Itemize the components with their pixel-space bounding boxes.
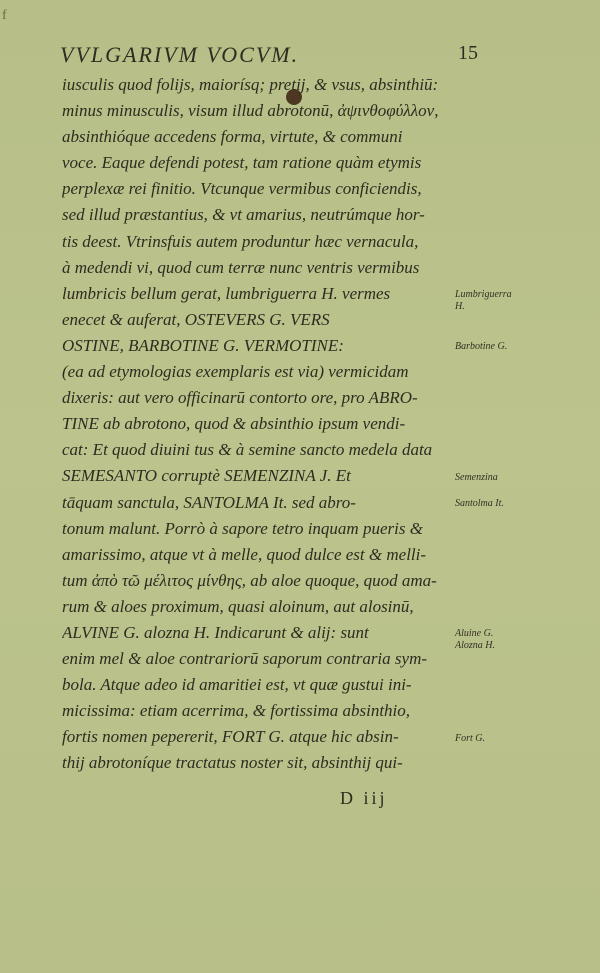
text-line: cat: Et quod diuini tus & à semine sancto medela data <box>62 440 433 460</box>
page-edge-mark: f <box>2 8 7 23</box>
text-line: iusculis quod folijs, maiorísq; pretij, & vsus, absinthiū: <box>62 75 439 94</box>
text-line: amarissimo, atque vt à melle, quod dulce est & melli- <box>62 544 427 564</box>
running-header <box>60 42 478 68</box>
text-line: micissima: etiam acerrima, & fortissima absinthio, <box>62 701 411 721</box>
text-line: fortis nomen pepererit, FORT G. atque hic absin- <box>62 727 399 747</box>
text-line: OSTINE, BARBOTINE G. VERMOTINE: <box>62 335 344 355</box>
text-line: tum ἀπὸ τῶ μέλιτος μίνθης, ab aloe quoque, quod ama- <box>62 570 437 590</box>
folio-number: 15 <box>458 42 478 64</box>
text-line: ALVINE G. alozna H. Indicarunt & alij: sunt <box>62 622 369 642</box>
text-line: tis deest. Vtrinsfuis autem produntur hæc vernacula, <box>62 231 419 251</box>
text-line: bola. Atque adeo id amaritiei est, vt quæ gustui ini- <box>62 675 412 695</box>
text-line: enecet & auferat, OSTEVERS G. VERS <box>62 309 330 329</box>
margin-note: H. <box>455 300 465 312</box>
text-line: tāquam sanctula, SANTOLMA It. sed abro- <box>62 492 356 512</box>
text-line: SEMESANTO corruptè SEMENZINA J. Et <box>62 466 351 486</box>
margin-note: Aluine G. <box>455 628 494 640</box>
text-line: TINE ab abrotono, quod & absinthio ipsum vendi- <box>62 414 406 434</box>
text-line: à medendi vi, quod cum terræ nunc ventris vermibus <box>62 257 420 277</box>
text-line: absinthióque accedens forma, virtute, & communi <box>62 127 403 147</box>
margin-note: Lumbriguerra <box>455 288 512 300</box>
text-line: dixeris: aut vero officinarū contorto ore, pro ABRO- <box>62 388 418 408</box>
text-line: voce. Eaque defendi potest, tam ratione quàm etymis <box>62 153 422 173</box>
signature-mark: D iij <box>340 788 388 808</box>
margin-note: Barbotine G. <box>455 341 508 352</box>
text-line: lumbricis bellum gerat, lumbriguerra H. vermes <box>62 283 391 303</box>
running-title: VVLGARIVM VOCVM. <box>60 42 300 67</box>
margin-note: Santolma It. <box>455 497 504 509</box>
margin-note: Alozna H. <box>455 639 495 651</box>
text-line: sed illud præstantius, & vt amarius, neutrúmque hor- <box>62 205 425 225</box>
text-line: perplexæ rei finitio. Vtcunque vermibus conficiendis, <box>62 179 422 199</box>
text-line: tonum malunt. Porrò à sapore tetro inquam pueris & <box>62 518 423 538</box>
text-line: thij abrotoníque tractatus noster sit, absinthij qui- <box>62 753 403 773</box>
margin-note: Fort G. <box>455 732 485 744</box>
text-line: minus minusculis, visum illud abrotonū, ἀψινθοφύλλον, <box>62 101 439 121</box>
text-line: rum & aloes proximum, quasi aloinum, aut alosinū, <box>62 596 414 616</box>
body-text <box>62 72 462 777</box>
text-line: enim mel & aloe contrariorū saporum contraria sym- <box>62 649 428 669</box>
margin-note: Semenzina <box>455 471 498 483</box>
text-line: (ea ad etymologias exemplaris est via) vermicidam <box>62 362 409 382</box>
